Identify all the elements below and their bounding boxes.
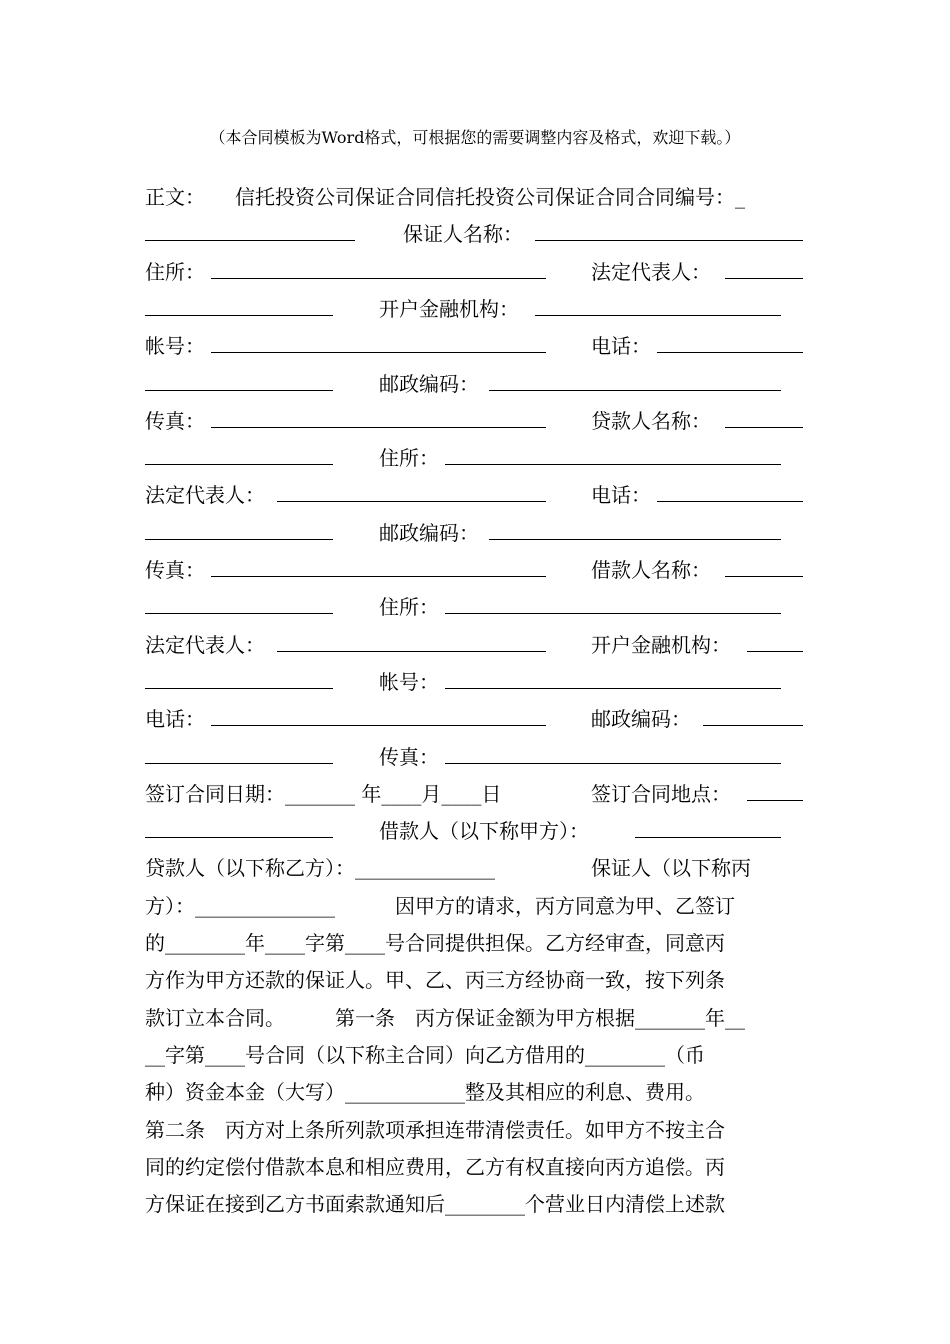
contract-line [145, 1005, 805, 1031]
fill-in-blank[interactable] [211, 259, 546, 279]
contract-line [145, 818, 805, 844]
contract-line [145, 296, 805, 322]
fill-in-blank[interactable] [489, 520, 781, 540]
fill-in-blank[interactable] [747, 632, 803, 652]
fill-in-blank[interactable] [145, 744, 333, 764]
contract-line [145, 632, 805, 658]
blank-field[interactable] [211, 259, 546, 285]
blank-field[interactable] [535, 296, 781, 322]
fill-in-blank[interactable] [211, 408, 546, 428]
contract-line [145, 184, 805, 210]
contract-line [145, 744, 805, 770]
fill-in-blank[interactable] [535, 296, 781, 316]
contract-line [145, 445, 805, 471]
fill-in-blank[interactable] [145, 669, 333, 689]
contract-line [145, 520, 805, 546]
blank-field[interactable] [657, 482, 803, 508]
blank-field[interactable] [211, 333, 546, 359]
fill-in-blank[interactable] [445, 445, 781, 465]
line-text: 帐号： [145, 334, 205, 359]
contract-line [145, 371, 805, 397]
line-text: 贷款人（以下称乙方）：______________ [145, 856, 495, 881]
fill-in-blank[interactable] [277, 482, 546, 502]
fill-in-blank[interactable] [277, 632, 546, 652]
blank-field[interactable] [445, 744, 781, 770]
contract-line [145, 1191, 805, 1217]
contract-line [145, 967, 805, 993]
line-text: 的________年____字第____号合同提供担保。乙方经审查，同意丙 [145, 931, 725, 955]
fill-in-blank[interactable] [535, 221, 803, 241]
line-text: 住所： [379, 446, 439, 471]
blank-field[interactable] [657, 333, 803, 359]
line-text: 正文： 信托投资公司保证合同信托投资公司保证合同合同编号：_ [145, 185, 745, 209]
line-text: 法定代表人： [145, 632, 265, 657]
blank-field[interactable] [725, 408, 803, 434]
line-text: 开户金融机构： [591, 632, 731, 657]
line-text: 住所： [379, 595, 439, 620]
line-text: 签订合同地点： [591, 781, 731, 806]
fill-in-blank[interactable] [489, 371, 781, 391]
line-text: 法定代表人： [591, 259, 711, 284]
blank-field[interactable] [277, 482, 546, 508]
line-text: 种）资金本金（大写）____________整及其相应的利息、费用。 [145, 1080, 705, 1105]
line-text: 电话： [591, 334, 651, 359]
line-text: 方）：______________ 因甲方的请求，丙方同意为甲、乙签订 [145, 893, 735, 918]
blank-field[interactable] [211, 408, 546, 434]
line-text: 签订合同日期：_______ 年____月____日 [145, 781, 502, 806]
blank-field[interactable] [445, 594, 781, 620]
blank-field[interactable] [489, 520, 781, 546]
contract-line [145, 1117, 805, 1143]
contract-line [145, 482, 805, 508]
fill-in-blank[interactable] [445, 669, 781, 689]
line-text: 传真： [145, 558, 205, 582]
fill-in-blank[interactable] [145, 520, 333, 540]
blank-field[interactable] [725, 557, 803, 583]
line-text: 保证人名称： [403, 222, 523, 247]
fill-in-blank[interactable] [145, 818, 333, 838]
line-text: 第二条 丙方对上条所列款项承担连带清偿责任。如甲方不按主合 [145, 1117, 725, 1142]
line-text: 借款人（以下称甲方）： [379, 819, 589, 844]
line-text: 电话： [145, 707, 205, 732]
blank-field[interactable] [145, 744, 333, 770]
fill-in-blank[interactable] [211, 557, 546, 577]
line-text: 款订立本合同。 第一条 丙方保证金额为甲方根据_______年__ [145, 1005, 745, 1030]
fill-in-blank[interactable] [445, 744, 781, 764]
contract-line [145, 557, 805, 583]
fill-in-blank[interactable] [145, 221, 355, 241]
contract-line [145, 1079, 805, 1105]
fill-in-blank[interactable] [635, 818, 781, 838]
fill-in-blank[interactable] [657, 333, 803, 353]
line-text: 邮政编码： [591, 707, 691, 732]
blank-field[interactable] [489, 371, 781, 397]
line-text: 法定代表人： [145, 483, 265, 508]
blank-field[interactable] [445, 445, 781, 471]
fill-in-blank[interactable] [145, 594, 333, 614]
line-text: 贷款人名称： [591, 408, 711, 433]
blank-field[interactable] [145, 818, 333, 844]
line-text: 传真： [145, 408, 205, 433]
contract-line [145, 669, 805, 695]
template-notice: （本合同模板为Word格式，可根据您的需要调整内容及格式，欢迎下载。） [209, 128, 741, 147]
fill-in-blank[interactable] [725, 557, 803, 577]
line-text: 方作为甲方还款的保证人。甲、乙、丙三方经协商一致，按下列条 [145, 968, 725, 993]
blank-field[interactable] [145, 371, 333, 397]
line-text: 开户金融机构： [379, 296, 519, 321]
blank-field[interactable] [747, 781, 803, 807]
line-text: 帐号： [379, 669, 439, 694]
blank-field[interactable] [725, 259, 803, 285]
fill-in-blank[interactable] [703, 706, 803, 726]
blank-field[interactable] [211, 557, 546, 583]
line-text: 邮政编码： [379, 520, 479, 545]
contract-line [145, 893, 805, 919]
blank-field[interactable] [145, 520, 333, 546]
contract-line [145, 706, 805, 732]
contract-line [145, 259, 805, 285]
contract-line [145, 781, 805, 807]
fill-in-blank[interactable] [145, 445, 333, 465]
line-text: __字第____号合同（以下称主合同）向乙方借用的________（币 [145, 1042, 705, 1067]
contract-line [145, 408, 805, 434]
blank-field[interactable] [145, 221, 355, 247]
fill-in-blank[interactable] [211, 706, 546, 726]
line-text: 住所： [145, 259, 205, 284]
fill-in-blank[interactable] [747, 781, 803, 801]
contract-line [145, 221, 805, 247]
contract-line [145, 930, 805, 956]
fill-in-blank[interactable] [211, 333, 546, 353]
line-text: 传真： [379, 744, 439, 769]
contract-line [145, 855, 805, 881]
blank-field[interactable] [747, 632, 803, 658]
contract-line [145, 333, 805, 359]
blank-field[interactable] [211, 706, 546, 732]
line-text: 电话： [591, 483, 651, 508]
fill-in-blank[interactable] [145, 371, 333, 391]
contract-line [145, 1042, 805, 1068]
blank-field[interactable] [703, 706, 803, 732]
blank-field[interactable] [145, 669, 333, 695]
blank-field[interactable] [535, 221, 803, 247]
blank-field[interactable] [635, 818, 781, 844]
fill-in-blank[interactable] [445, 594, 781, 614]
fill-in-blank[interactable] [725, 259, 803, 279]
line-text: 方保证在接到乙方书面索款通知后________个营业日内清偿上述款 [145, 1192, 725, 1217]
blank-field[interactable] [145, 445, 333, 471]
line-text: 保证人（以下称丙 [591, 856, 751, 881]
line-text: 邮政编码： [379, 371, 479, 396]
line-text: 同的约定偿付借款本息和相应费用，乙方有权直接向丙方追偿。丙 [145, 1154, 725, 1179]
blank-field[interactable] [445, 669, 781, 695]
fill-in-blank[interactable] [725, 408, 803, 428]
line-text: 借款人名称： [591, 558, 711, 582]
fill-in-blank[interactable] [657, 482, 803, 502]
blank-field[interactable] [145, 296, 333, 322]
contract-line [145, 1154, 805, 1180]
blank-field[interactable] [277, 632, 546, 658]
contract-line [145, 594, 805, 620]
blank-field[interactable] [145, 594, 333, 620]
fill-in-blank[interactable] [145, 296, 333, 316]
